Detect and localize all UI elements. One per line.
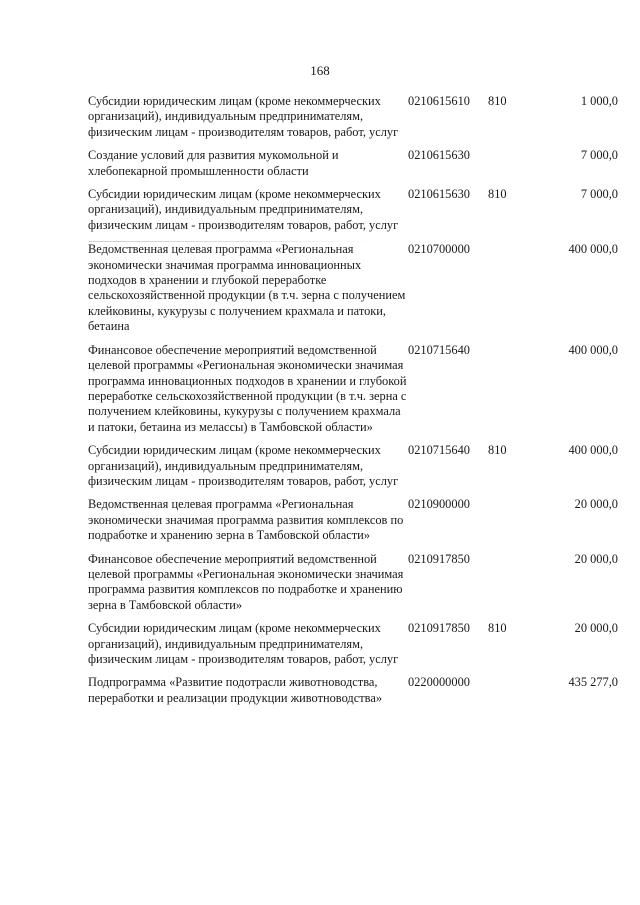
row-expense-type: [488, 552, 536, 622]
table-row: [88, 443, 618, 497]
row-description: Финансовое обеспечение мероприятий ведомственной целевой программы «Региональная экономически значимая программа развития комплексов по подработке и хранению зерна в Тамбовской области»: [88, 551, 404, 612]
row-amount: 1 000,0: [580, 94, 618, 108]
row-description: Финансовое обеспечение мероприятий ведомственной целевой программы «Региональная экономически значимая программа инновационных подходов в хранении и глубокой переработке сельскохозяйственной продукции (в т.ч. зерна с получением клейковины, кукурузы с получением крахмала и патоки, бетаина из мелассы) в Тамбовской области»: [88, 342, 407, 434]
budget-table: [88, 94, 618, 714]
row-target-code: 0210615610: [408, 94, 470, 108]
row-amount: 7 000,0: [580, 187, 618, 202]
row-description: Субсидии юридическим лицам (кроме некоммерческих организаций), индивидуальным предпринимателям, физическим лицам - производителям товаров, работ, услуг: [88, 621, 399, 666]
row-amount: 7 000,0: [580, 148, 618, 163]
table-row: [88, 242, 618, 342]
row-target-code: 0210615630: [408, 187, 470, 202]
row-amount: 20 000,0: [574, 497, 618, 512]
table-row: [88, 675, 618, 714]
table-row: [88, 497, 618, 551]
page-number: 168: [310, 63, 330, 78]
table-row: [88, 148, 618, 187]
row-amount: 400 000,0: [568, 443, 618, 458]
row-target-code: 0210715640: [408, 443, 470, 458]
row-description: Создание условий для развития мукомольной и хлебопекарной промышленности области: [88, 148, 339, 178]
row-target-code: 0210917850: [408, 551, 470, 566]
row-expense-type: 810: [488, 621, 507, 636]
row-description: Подпрограмма «Развитие подотрасли животноводства, переработки и реализации продукции животноводства»: [88, 675, 383, 705]
row-target-code: 0210615630: [408, 148, 470, 163]
table-row: [88, 621, 618, 675]
row-expense-type: [488, 343, 536, 443]
row-amount: 400 000,0: [568, 342, 618, 357]
row-description: Субсидии юридическим лицам (кроме некоммерческих организаций), индивидуальным предпринимателям, физическим лицам - производителям товаров, работ, услуг: [88, 94, 399, 139]
row-description: Субсидии юридическим лицам (кроме некоммерческих организаций), индивидуальным предпринимателям, физическим лицам - производителям товаров, работ, услуг: [88, 187, 399, 232]
row-description: Субсидии юридическим лицам (кроме некоммерческих организаций), индивидуальным предпринимателям, физическим лицам - производителям товаров, работ, услуг: [88, 443, 399, 488]
row-target-code: 0210715640: [408, 342, 470, 357]
row-expense-type: [488, 242, 536, 342]
table-row: [88, 343, 618, 443]
row-expense-type: 810: [488, 94, 507, 108]
row-expense-type: 810: [488, 187, 507, 202]
row-expense-type: 810: [488, 443, 507, 458]
row-description: Ведомственная целевая программа «Региональная экономически значимая программа инновационных подходов в хранении и глубокой переработке сельскохозяйственной продукции (в т.ч. зерна с получением клейковины, кукурузы с получением крахмала и патоки, бетаина: [88, 242, 406, 334]
row-description: Ведомственная целевая программа «Региональная экономически значимая программа развития комплексов по подработке и хранению зерна в Тамбовской области»: [88, 497, 404, 543]
table-row: [88, 552, 618, 622]
row-target-code: 0220000000: [408, 675, 470, 690]
row-amount: 20 000,0: [574, 621, 618, 636]
row-amount: 20 000,0: [574, 551, 618, 566]
row-target-code: 0210900000: [408, 497, 470, 512]
row-expense-type: [488, 148, 536, 187]
budget-table-body: [88, 94, 618, 714]
row-target-code: 0210700000: [408, 242, 470, 257]
row-target-code: 0210917850: [408, 621, 470, 636]
row-expense-type: [488, 497, 536, 551]
row-amount: 435 277,0: [568, 675, 618, 690]
table-row: [88, 187, 618, 241]
row-expense-type: [488, 675, 536, 714]
table-row: [88, 94, 618, 148]
row-amount: 400 000,0: [568, 242, 618, 257]
